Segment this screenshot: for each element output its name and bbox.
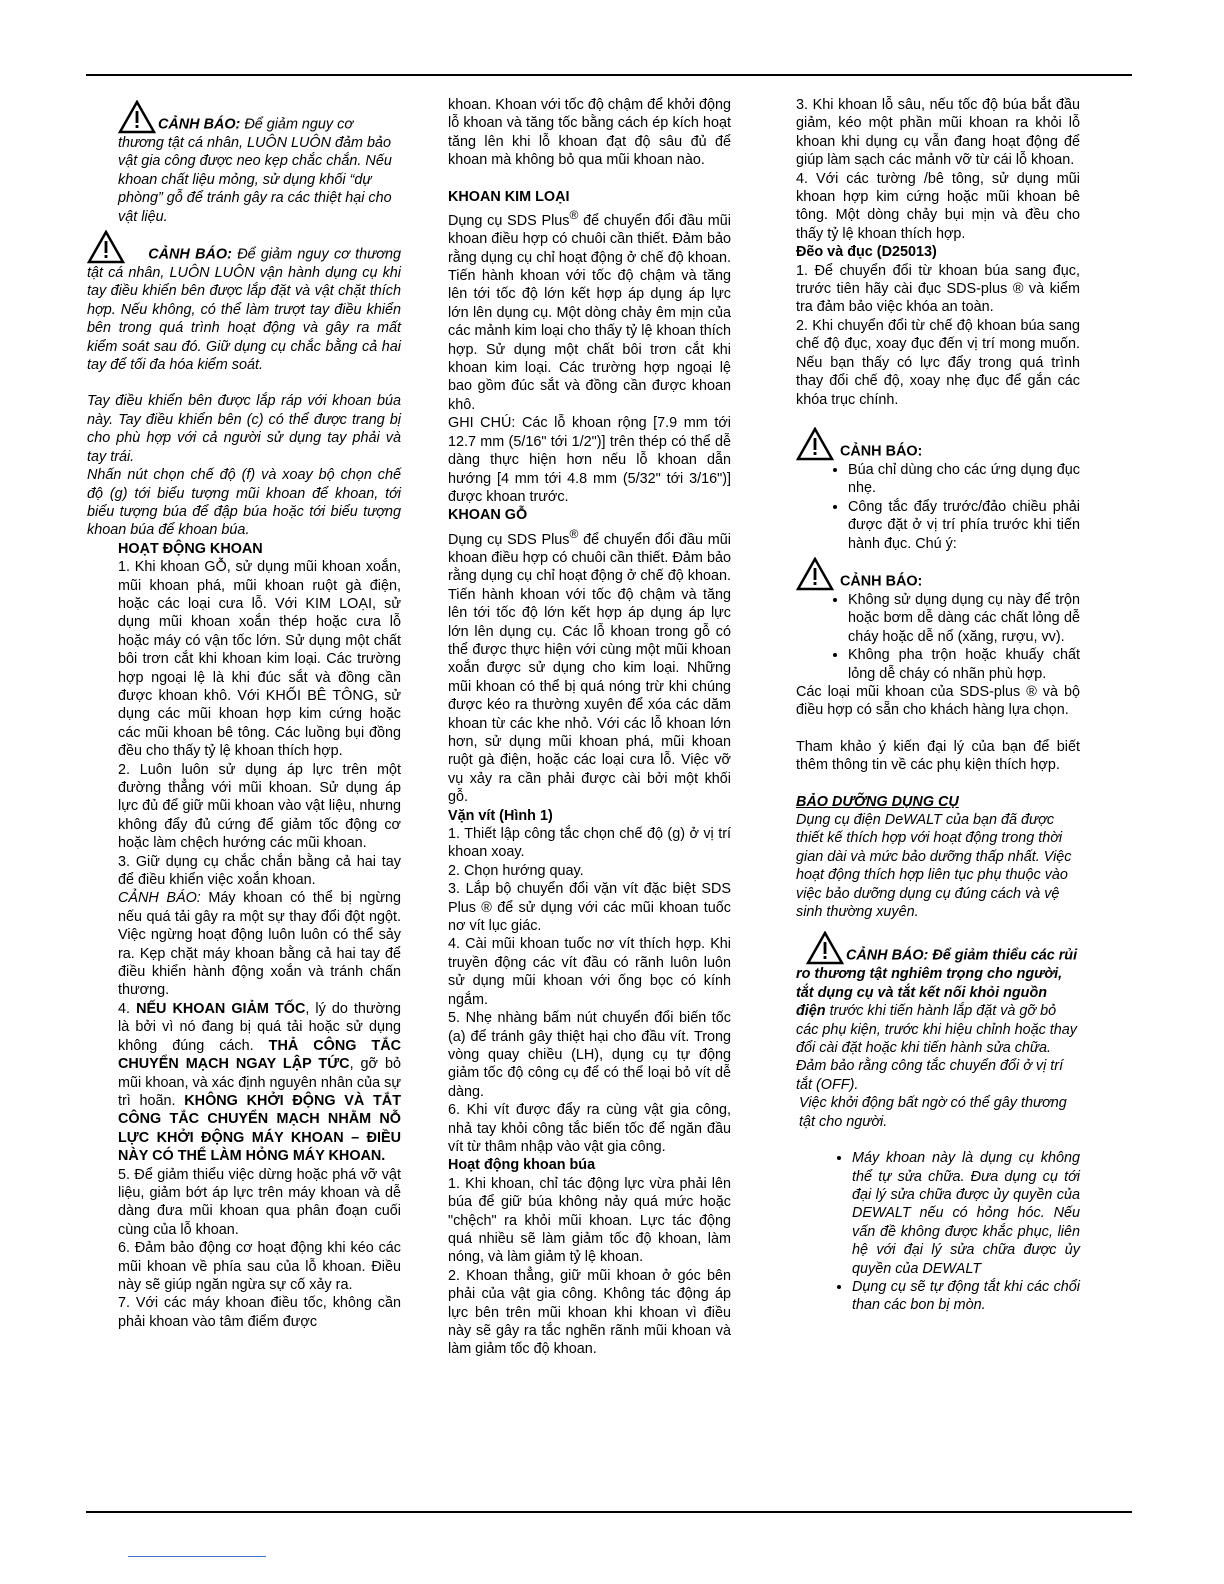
- text: để chuyển đổi đầu mũi khoan điều hợp có chuôi cần thiết. Đảm bảo rằng dụng cụ chỉ hoạt động ở chế độ khoan. Tiến hành khoan với tốc độ chậm và tăng lên tới tốc độ lớn kết hợp áp dụng áp lực lớn lên dụng cụ. Một dòng chảy êm mịn của các mảnh kim loại cho thấy tỷ lệ khoan thích hợp. Sử dụng một chất bôi trơn cắt khi khoan kim loại. Các trường hợp ngoại lệ bao gồm đúc sắt và đồng cần được khoan khô.: [448, 212, 731, 413]
- heading-maintenance: BẢO DƯỠNG DỤNG CỤ: [796, 793, 959, 810]
- warning-block-b: [796, 557, 1080, 591]
- footnote-separator: [128, 1556, 266, 1557]
- drilling-step-6: 6. Đảm bảo động cơ hoạt động khi kéo các mũi khoan về phía sau của lỗ khoan. Điều này sẽ giúp ngăn ngừa sự cố xảy ra.: [118, 1240, 401, 1293]
- warning-label: CẢNH BÁO:: [840, 443, 923, 460]
- screw-step-6: 6. Khi vít được đẩy ra cùng vật gia công, nhả tay khỏi công tắc biến tốc để ngăn đầu vít từ thâm nhập vào vật gia công.: [448, 1102, 731, 1155]
- screw-step-3: 3. Lắp bộ chuyển đổi vặn vít đặc biệt SDS Plus ® để sử dụng với các mũi khoan tuốc nơ vít lục giác.: [448, 881, 731, 935]
- side-handle-text: Tay điều khiển bên được lắp ráp với khoan búa này. Tay điều khiển bên (c) có thể được trang bị cho phù hợp với cả người sử dụng tay phải và tay trái.: [87, 393, 401, 465]
- wood-drilling-text: [448, 525, 731, 807]
- metal-drilling-note: GHI CHÚ: Các lỗ khoan rộng [7.9 mm tới 12.7 mm (5/16" tới 1/2")] trên thép có thể dễ dàng thực hiện hơn nếu lỗ khoan dẫn hướng [4 mm tới 4.8 mm (5/32" tới 3/16")] được khoan trước.: [448, 415, 731, 505]
- list-item: • Không pha trộn hoặc khuấy chất lỏng dễ cháy có nhãn phù hợp.: [848, 646, 1080, 683]
- mode-select-text: Nhấn nút chọn chế độ (f) và xoay bộ chọn chế độ (g) tới biểu tượng mũi khoan để khoan, tới biểu tượng búa để đập búa hoặc tới biểu tượng khoan búa để khoan búa.: [87, 467, 401, 539]
- bottom-rule: [86, 1511, 1132, 1513]
- drilling-step-7-continued: khoan. Khoan với tốc độ chậm để khởi động lỗ khoan và tăng tốc bằng cách ép kích hoạt tăng lên khi lỗ khoan đạt độ sâu đủ để khoan mà không bỏ qua mũi khoan nào.: [448, 97, 731, 169]
- text: để chuyển đổi đầu mũi khoan điều hợp có chuôi cần thiết. Đảm bảo rằng dụng cụ chỉ hoạt động ở chế độ khoan. Tiến hành khoan với tốc độ chậm và tăng lên tới tốc độ lớn kết hợp áp dụng áp lực lớn lên dụng cụ. Các lỗ khoan trong gỗ có thể được thực hiện với cùng một mũi khoan xoắn được sử dụng cho kim loại. Những mũi khoan có thể bị quá nóng trừ khi chúng được kéo ra thường xuyên để xóa các dăm khoan từ các khe nhỏ. Với các lỗ khoan lớn hơn, sử dụng mũi khoan phá, mũi khoan ruột gà điện, hoặc các loại cưa lỗ. Việc vỡ vụ xảy ra cần phải được cài bởi một khối gỗ.: [448, 531, 731, 806]
- step-text: , gỡ bỏ mũi khoan, và xác định nguyên nhân của sự trì hoãn.: [118, 1056, 401, 1109]
- heading-drilling: HOẠT ĐỘNG KHOAN: [118, 540, 263, 557]
- warning-b-list: [796, 591, 1080, 683]
- screw-step-4: 4. Cài mũi khoan tuốc nơ vít thích hợp. Khi truyền động các vít đầu có rãnh luôn luôn sử dụng mũi khoan với ống bọc có kính ngắm.: [448, 936, 731, 1008]
- maintenance-list: [796, 1149, 1080, 1315]
- step-emphasis: NẾU KHOAN GIẢM TỐC: [136, 1000, 306, 1017]
- column-2: [448, 96, 731, 1359]
- drilling-step-4: [118, 1000, 401, 1166]
- warning-triangle-icon: [118, 100, 156, 134]
- list-item: • Dụng cụ sẽ tự động tắt khi các chổi than các bon bị mòn.: [852, 1278, 1080, 1315]
- warning-c-continued: Việc khởi động bất ngờ có thể gây thương tật cho người.: [799, 1095, 1067, 1130]
- list-item: • Máy khoan này là dụng cụ không thể tự sửa chữa. Đưa dụng cụ tới đại lý sửa chữa được ủy quyền của DEWALT nếu có hỏng hóc. Nếu vấn đề không được khắc phục, liên hệ với đại lý sửa chữa được ủy quyền của DEWALT: [852, 1149, 1080, 1278]
- step-emphasis: THẢ CÔNG TẮC CHUYỂN MẠCH NGAY LẬP TỨC: [118, 1037, 401, 1073]
- list-item: • Công tắc đẩy trước/đảo chiều phải được đặt ở vị trí phía trước khi tiến hành đục. Chú ý:: [848, 498, 1080, 553]
- screw-step-2: 2. Chọn hướng quay.: [448, 862, 584, 879]
- maintenance-text: Dụng cụ điện DeWALT của bạn đã được thiết kế thích hợp với hoạt động trong thời gian dài và mức bảo dưỡng thấp nhất. Việc hoạt động thích hợp liên tục phụ thuộc vào việc bảo dưỡng dụng cụ đúng cách và vệ sinh thường xuyên.: [796, 812, 1072, 921]
- screw-step-1: 1. Thiết lập công tắc chọn chế độ (g) ở vị trí khoan xoay.: [448, 826, 731, 861]
- warning-label: CẢNH BÁO:: [840, 573, 923, 590]
- warning-label: CẢNH BÁO:: [158, 116, 241, 133]
- warning-triangle-icon: [806, 931, 844, 965]
- text: Dụng cụ SDS Plus: [448, 531, 570, 548]
- hammer-step-4: 4. Với các tường /bê tông, sử dụng mũi khoan hợp kim cứng hoặc mũi khoan bê tông. Một dòng chảy bụi mịn và đều cho thấy tỷ lệ khoan thích hợp.: [796, 170, 1080, 242]
- warning-bold-text: CẢNH BÁO: Để giảm thiểu các rủi ro thương tật nghiêm trọng cho người, tắt dụng cụ và tắt kết nối khỏi nguồn điện: [796, 948, 1078, 1020]
- step-emphasis: KHÔNG KHỞI ĐỘNG VÀ TẮT CÔNG TẮC CHUYỂN MẠCH NHẰM NỖ LỰC KHỞI ĐỘNG MÁY KHOAN – ĐIỀU NÀY CÓ THỂ LÀM HỎNG MÁY KHOAN.: [118, 1092, 401, 1165]
- warning-a-list: [796, 461, 1080, 553]
- heading-screwdriving: Vặn vít (Hình 1): [448, 807, 553, 824]
- warning-triangle-icon: [87, 230, 125, 264]
- list-item: • Búa chỉ dùng cho các ứng dụng đục nhẹ.: [848, 461, 1080, 498]
- warning-text: Để giảm nguy cơ thương tật cá nhân, LUÔN LUÔN vận hành dụng cụ khi tay điều khiển bên được lắp đặt và vật chặt thích hợp. Nếu không, có thể làm trượt tay điều khiển bên trong quá trình hoạt động và gây ra mất kiểm soát sau đó. Giữ dụng cụ chắc bằng cả hai tay để tối đa hóa kiểm soát.: [87, 246, 401, 374]
- step-text: , lý do thường là bởi vì nó đang bị quá tải hoặc sử dụng không đúng cách.: [118, 1000, 401, 1054]
- warning-label: CẢNH BÁO:: [118, 890, 201, 907]
- warning-block-1: [87, 100, 401, 226]
- chisel-step-2: 2. Khi chuyển đổi từ chế độ khoan búa sang chế độ đục, xoay đục đến vị trí mong muốn. Nếu bạn thấy có lực đẩy trong quá trình thay đổi chế độ, xoay nhẹ đục để gắn các khóa trục chính.: [796, 317, 1080, 408]
- drilling-step-1: 1. Khi khoan GỖ, sử dụng mũi khoan xoắn, mũi khoan phá, mũi khoan ruột gà điện, hoặc các loại cưa lỗ. Với KIM LOẠI, sử dụng mũi khoan xoắn thép hoặc cưa lỗ hoặc máy có vận tốc lớn. Sử dụng một chất bôi trơn cắt khi khoan kim loại. Các trường hợp ngoại lệ là khi đúc sắt và đồng cần được khoan khô. Với KHỐI BÊ TÔNG, sử dụng các mũi khoan hợp kim cứng hoặc các mũi khoan bê tông. Các luồng bụi đồng đều cho thấy tỷ lệ khoan thích hợp.: [118, 559, 401, 760]
- registered-mark: ®: [569, 208, 579, 223]
- warning-text: Để giảm nguy cơ thương tật cá nhân, LUÔN LUÔN đảm bảo vật gia công được neo kẹp chắc chắn. Nếu khoan chất liệu mỏng, sử dụng khối “dự phòng” gỗ để tránh gây ra các thiệt hại cho vật liệu.: [118, 116, 392, 225]
- warning-text: trước khi tiến hành lắp đặt và gỡ bỏ các phụ kiện, trước khi hiệu chỉnh hoặc thay đổi cài đặt hoặc khi tiến hành sửa chữa. Đảm bảo rằng công tắc chuyển đổi ở vị trí tắt (OFF).: [796, 1003, 1078, 1093]
- drilling-step-3: 3. Giữ dụng cụ chắc chắn bằng cả hai tay để điều khiển việc xoắn khoan.: [118, 853, 401, 889]
- warning-text: Máy khoan có thể bị ngừng nếu quá tải gây ra một sự thay đổi đột ngột. Việc ngừng hoạt động luôn luôn có thể sảy ra. Kẹp chặt máy khoan bằng cả hai tay để điều khiển hành động xoắn và tránh chấn thương.: [118, 890, 401, 999]
- top-rule: [86, 74, 1132, 76]
- hammer-step-2: 2. Khoan thẳng, giữ mũi khoan ở góc bên phải của vật gia công. Không tác động áp lực bên trên mũi khoan khi khoan vì điều này sẽ gây ra tắc nghẽn rãnh mũi khoan và làm giảm tốc độ khoan.: [448, 1267, 731, 1358]
- dealer-text: Tham khảo ý kiến đại lý của bạn để biết thêm thông tin về các phụ kiện thích hợp.: [796, 738, 1080, 774]
- warning-label: CẢNH BÁO:: [148, 246, 232, 263]
- warning-block-2: [87, 230, 401, 374]
- screw-step-5: 5. Nhẹ nhàng bấm nút chuyển đổi biến tốc (a) để tránh gây thiệt hại cho đầu vít. Trong vòng quay chiều (LH), dụng cụ tự động giảm tốc độ công cụ để có thể loại bỏ vít dễ dàng.: [448, 1010, 731, 1100]
- column-1: [87, 96, 401, 1331]
- column-3: [796, 96, 1080, 1315]
- drilling-step-2: 2. Luôn luôn sử dụng áp lực trên một đường thẳng với mũi khoan. Sử dụng áp lực đủ để giữ mũi khoan vào vật liệu, nhưng không đẩy đủ cứng để giảm tốc động cơ hoặc làm chệch hướng các mũi khoan.: [118, 761, 401, 852]
- registered-mark: ®: [569, 526, 579, 541]
- warning-triangle-icon: [796, 427, 834, 461]
- drilling-step-5: 5. Để giảm thiểu việc dừng hoặc phá vỡ vật liệu, giảm bớt áp lực trên máy khoan và dễ dàng đưa mũi khoan qua phân đoạn cuối cùng của lỗ khoan.: [118, 1166, 401, 1238]
- warning-block-a: [796, 427, 1080, 461]
- text: Dụng cụ SDS Plus: [448, 212, 570, 229]
- list-item: • Không sử dụng dụng cụ này để trộn hoặc bơm dễ dàng các chất lỏng dễ cháy hoặc dễ nổ (xăng, rượu, vv).: [848, 591, 1080, 646]
- hammer-step-3: 3. Khi khoan lỗ sâu, nếu tốc độ búa bắt đầu giảm, kéo một phần mũi khoan ra khỏi lỗ khoan khi dụng cụ vẫn đang hoạt động để giúp làm sạch các mảnh vỡ từ cái lỗ khoan.: [796, 97, 1080, 169]
- heading-hammer-drilling: Hoạt động khoan búa: [448, 1157, 596, 1174]
- heading-wood-drilling: KHOAN GỖ: [448, 507, 528, 524]
- chisel-step-1: 1. Để chuyển đổi từ khoan búa sang đục, trước tiên hãy cài đục SDS-plus ® và kiểm tra đảm bảo việc khóa an toàn.: [796, 262, 1080, 316]
- drilling-step-7: 7. Với các máy khoan điều tốc, không cần phải khoan vào tâm điểm được: [118, 1295, 401, 1330]
- heading-metal-drilling: KHOAN KIM LOẠI: [448, 188, 570, 205]
- bits-availability-text: Các loại mũi khoan của SDS-plus ® và bộ điều hợp có sẵn cho khách hàng lựa chọn.: [796, 683, 1080, 719]
- warning-block-c: [796, 931, 1080, 1094]
- metal-drilling-text: [448, 206, 731, 414]
- heading-chiseling: Đẽo và đục (D25013): [796, 244, 937, 261]
- drilling-step-3-warning: [118, 889, 401, 999]
- warning-triangle-icon: [796, 557, 834, 591]
- hammer-step-1: 1. Khi khoan, chỉ tác động lực vừa phải lên búa để giữ búa không nảy quá mức hoặc "chệch" ra khỏi mũi khoan. Lực tác động quá nhiều sẽ làm giảm tốc độ khoan, làm nóng, và làm giảm tỷ lệ khoan.: [448, 1175, 731, 1266]
- step-number: 4.: [118, 1000, 137, 1017]
